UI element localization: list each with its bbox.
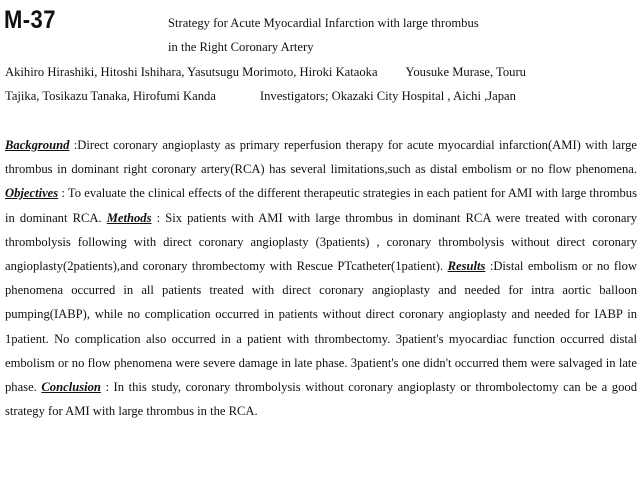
authors-line-2 [5,84,638,108]
title-line-2: in the Right Coronary Artery [168,40,314,54]
abstract-code: M-37 [4,6,56,34]
results-heading: Results [447,259,486,274]
results-text: :Distal embolism or no flow phenomena occurred in all patients treated with direct coronary angioplasty and needed for intra aortic balloon pumping(IABP), while no complication occurred in patients without direct coronary angioplasty and needed for IABP in 1patient. No complication also occurred in a patient with thrombectomy. 3patient's myocardiac function occurred distal embolism or no flow phenomena were severe damage in late phase. 3patient's one didn't occurred them were salvaged in late phase. [5,259,637,395]
abstract-paragraph [5,133,637,423]
conclusion-text: : In this study, coronary thrombolysis without coronary angioplasty or thrombolectomy can be a good strategy for AMI with large thrombus in the RCA. [5,380,637,419]
objectives-heading: Objectives [5,186,59,201]
background-text: :Direct coronary angioplasty as primary reperfusion therapy for acute myocardial infarction(AMI) with large thrombus in dominant right coronary artery(RCA) has several limitations,such as distal embolism or no flow phenomena. [5,138,637,177]
methods-text: : Six patients with AMI with large thrombus in dominant RCA were treated with coronary thrombolysis following with direct coronary angioplasty (3patients) , coronary thrombolysis without direct coronary angioplasty(2patients),and coronary thrombectomy with Rescue PTcatheter(1patient). [5,210,637,274]
affiliation: Investigators; Okazaki City Hospital , Aichi ,Japan [259,89,516,103]
abstract-body [5,133,637,423]
author-block [5,60,638,108]
abstract-title [168,11,479,59]
methods-heading: Methods [106,210,152,225]
authors-text-1b: Yousuke Murase, Touru [405,65,526,79]
title-line-1: Strategy for Acute Myocardial Infarction with large thrombus [168,16,479,30]
authors-text-2: Tajika, Tosikazu Tanaka, Hirofumi Kanda [5,89,216,103]
authors-text-1: Akihiro Hirashiki, Hitoshi Ishihara, Yasutsugu Morimoto, Hiroki Kataoka [5,65,378,79]
authors-line-1 [5,60,638,84]
objectives-text: : To evaluate the clinical effects of the different therapeutic strategies in each patient for AMI with large thrombus in dominant RCA. [5,186,637,225]
conclusion-heading: Conclusion [41,380,101,395]
background-heading: Background [5,138,70,152]
